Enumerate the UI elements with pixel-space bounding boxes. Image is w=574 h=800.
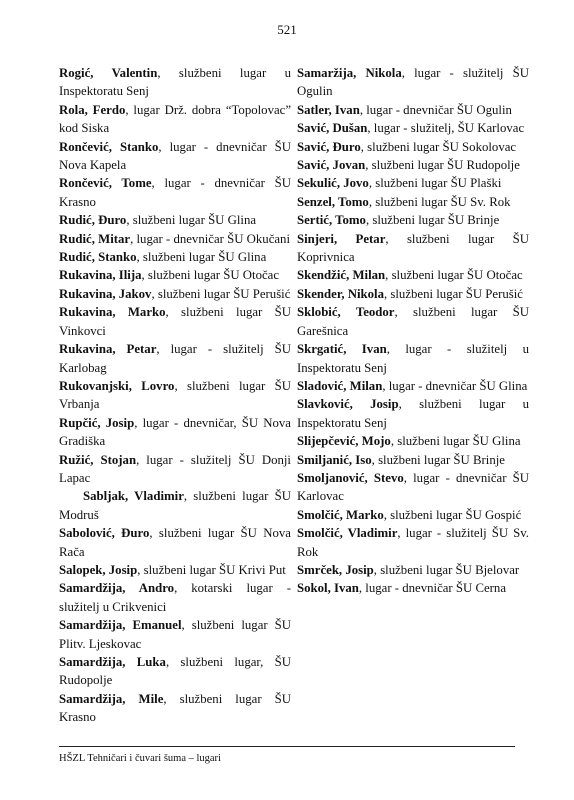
entry-name: Samaržija, Nikola xyxy=(297,66,402,80)
entry-description: , lugar - dnevničar ŠU Nova Kapela xyxy=(59,139,291,173)
entry-name: Satler, Ivan xyxy=(297,102,360,117)
entry-description: , službeni lugar ŠU Modruš xyxy=(59,489,291,522)
list-item xyxy=(59,653,291,690)
entry-description: , službeni lugar ŠU Plaški xyxy=(368,176,502,191)
entry-name: Rukavina, Ilija xyxy=(59,268,142,283)
entry-description: , službeni lugar ŠU Garešnica xyxy=(297,305,529,338)
list-item xyxy=(297,506,529,524)
entry-description: , službeni lugar ŠU Brinje xyxy=(365,213,500,228)
page-number: 521 xyxy=(277,22,297,37)
entry-name: Savić, Dušan xyxy=(297,121,368,136)
entry-description: , službeni lugar ŠU Krasno xyxy=(59,691,291,725)
list-item xyxy=(297,285,529,303)
entry-name: Rukovanjski, Lovro xyxy=(59,378,175,393)
list-item xyxy=(59,561,291,579)
entry-description: , službeni lugar ŠU Sv. Rok xyxy=(368,194,511,209)
right-column xyxy=(297,64,529,598)
entry-name: Rončević, Tome xyxy=(59,176,152,191)
entry-description: , službeni lugar ŠU Glina xyxy=(136,250,267,265)
list-item xyxy=(59,524,291,561)
list-item xyxy=(59,211,291,229)
list-item xyxy=(59,579,291,616)
entry-name: Slavković, Josip xyxy=(297,397,399,412)
list-item xyxy=(59,377,291,414)
entry-description: , službeni lugar ŠU Perušić xyxy=(384,286,523,301)
list-item xyxy=(59,451,291,488)
entry-description: , službeni lugar ŠU Koprivnica xyxy=(297,231,529,265)
entry-name: Samardžija, Luka xyxy=(59,655,166,669)
list-item xyxy=(297,230,529,267)
list-item xyxy=(297,303,529,340)
entry-description: , službeni lugar ŠU Otočac xyxy=(385,268,523,283)
list-item xyxy=(297,469,529,506)
list-item xyxy=(59,303,291,340)
list-item xyxy=(59,414,291,451)
entry-name: Rogić, Valentin xyxy=(59,66,158,80)
entry-name: Smiljanić, Iso xyxy=(297,452,372,467)
entry-description: , službeni lugar ŠU Otočac xyxy=(141,268,280,283)
entry-name: Rudić, Mitar xyxy=(59,231,131,246)
entry-name: Skender, Nikola xyxy=(297,286,384,301)
list-item xyxy=(59,340,291,377)
entry-name: Samardžija, Emanuel xyxy=(59,618,182,633)
entry-name: Rudić, Stanko xyxy=(59,250,137,265)
entry-name: Sekulić, Jovo xyxy=(297,176,369,191)
entry-name: Samardžija, Andro xyxy=(59,581,175,596)
entry-description: , službeni lugar ŠU Bjelovar xyxy=(373,562,520,577)
list-item xyxy=(59,101,291,138)
entry-name: Rončević, Stanko xyxy=(59,139,159,154)
list-item xyxy=(297,211,529,229)
list-item xyxy=(297,524,529,561)
entry-description: , lugar - služitelj u Inspektoratu Senj xyxy=(297,342,530,375)
list-item xyxy=(59,266,291,284)
list-item xyxy=(297,561,529,579)
entry-description: , službeni lugar ŠU Perušić xyxy=(151,286,291,301)
entry-name: Skendžić, Milan xyxy=(297,268,386,283)
list-item xyxy=(297,579,529,597)
list-item xyxy=(297,377,529,395)
list-item xyxy=(297,340,529,377)
entry-name: Rola, Ferdo xyxy=(59,102,126,117)
entry-description: , lugar - dnevničar ŠU Glina xyxy=(382,378,528,393)
entry-description: , službeni lugar ŠU Vrbanja xyxy=(59,378,291,412)
list-item xyxy=(297,138,529,156)
entry-description: , službeni lugar ŠU Gospić xyxy=(383,507,522,522)
entry-description: , službeni lugar ŠU Nova Rača xyxy=(59,526,291,559)
entry-name: Slijepčević, Mojo xyxy=(297,434,391,449)
entry-description: , službeni lugar ŠU Krivi Put xyxy=(137,562,286,577)
list-item xyxy=(59,690,291,727)
entry-description: , službeni lugar u Inspektoratu Senj xyxy=(297,397,530,430)
entry-description: , službeni lugar ŠU Glina xyxy=(126,213,257,228)
entry-name: Sertić, Tomo xyxy=(297,213,366,228)
list-item xyxy=(59,487,291,524)
entry-description: , lugar Drž. dobra “Topolovac” kod Siska xyxy=(59,102,292,136)
entry-description: , lugar - dnevničar ŠU Okučani xyxy=(130,231,291,246)
entry-description: , lugar - dnevničar, ŠU Nova Gradiška xyxy=(59,415,291,449)
entry-description: , službeni lugar ŠU Vinkovci xyxy=(59,305,291,338)
entry-description: , lugar - dnevničar ŠU Cerna xyxy=(358,581,507,596)
list-item xyxy=(297,193,529,211)
entry-name: Sinjeri, Petar xyxy=(297,231,386,246)
list-item xyxy=(297,119,529,137)
footer-rule xyxy=(59,746,515,747)
entry-name: Savić, Đuro xyxy=(297,139,361,154)
entry-description: , službeni lugar ŠU Glina xyxy=(390,434,521,449)
entry-description: , lugar - služitelj ŠU Sv. Rok xyxy=(297,526,530,559)
entry-name: Rudić, Đuro xyxy=(59,213,127,228)
entry-name: Sokol, Ivan xyxy=(297,581,359,596)
entry-description: , kotarski lugar - služitelj u Crikvenici xyxy=(59,581,291,614)
list-item xyxy=(59,230,291,248)
entry-name: Sladović, Milan xyxy=(297,378,383,393)
entry-description: , lugar - dnevničar ŠU Karlovac xyxy=(297,470,529,504)
list-item xyxy=(297,101,529,119)
entry-name: Sklobić, Teodor xyxy=(297,305,395,320)
entry-name: Rukavina, Petar xyxy=(59,342,157,357)
entry-name: Sabljak, Vladimir xyxy=(83,489,184,504)
list-item xyxy=(59,285,291,303)
entry-name: Sabolović, Đuro xyxy=(59,526,150,541)
entry-name: Smrček, Josip xyxy=(297,562,374,577)
list-item xyxy=(297,174,529,192)
entry-name: Rukavina, Marko xyxy=(59,305,166,320)
entry-description: , službeni lugar ŠU Brinje xyxy=(371,452,505,467)
entry-description: , lugar - služitelj ŠU Donji Lapac xyxy=(59,452,291,485)
entry-description: , službeni lugar u Inspektoratu Senj xyxy=(59,66,291,99)
list-item xyxy=(59,248,291,266)
entry-description: , službeni lugar ŠU Rudopolje xyxy=(365,158,520,173)
footer-text: HŠZL Tehničari i čuvari šuma – lugari xyxy=(59,753,221,764)
list-item xyxy=(297,451,529,469)
list-item xyxy=(297,156,529,174)
entry-description: , službeni lugar, ŠU Rudopolje xyxy=(59,655,291,688)
entry-name: Samardžija, Mile xyxy=(59,691,164,706)
list-item xyxy=(297,432,529,450)
entry-description: , lugar - služitelj, ŠU Karlovac xyxy=(367,121,525,136)
list-item xyxy=(59,174,291,211)
list-item xyxy=(297,395,529,432)
entry-name: Skrgatić, Ivan xyxy=(297,342,387,357)
entry-name: Smolčić, Vladimir xyxy=(297,526,398,541)
list-item xyxy=(59,64,291,101)
entry-name: Rukavina, Jakov xyxy=(59,286,152,301)
list-item xyxy=(297,64,529,101)
entry-name: Salopek, Josip xyxy=(59,562,138,577)
left-column xyxy=(59,64,291,727)
list-item xyxy=(297,266,529,284)
entry-name: Smoljanović, Stevo xyxy=(297,470,404,485)
entry-name: Smolčić, Marko xyxy=(297,507,384,522)
entry-name: Ružić, Stojan xyxy=(59,452,137,467)
entry-name: Senzel, Tomo xyxy=(297,194,369,209)
entry-name: Savić, Jovan xyxy=(297,158,366,173)
entry-description: , lugar - dnevničar ŠU Ogulin xyxy=(359,102,512,117)
list-item xyxy=(59,138,291,175)
entry-description: , službeni lugar ŠU Plitv. Ljeskovac xyxy=(59,618,291,651)
entry-name: Rupčić, Josip xyxy=(59,415,135,430)
entry-description: , lugar - služitelj ŠU Ogulin xyxy=(297,66,529,99)
entry-description: , lugar - dnevničar ŠU Krasno xyxy=(59,176,291,209)
entry-description: , službeni lugar ŠU Sokolovac xyxy=(360,139,517,154)
entry-description: , lugar - služitelj ŠU Karlobag xyxy=(59,342,291,375)
list-item xyxy=(59,616,291,653)
